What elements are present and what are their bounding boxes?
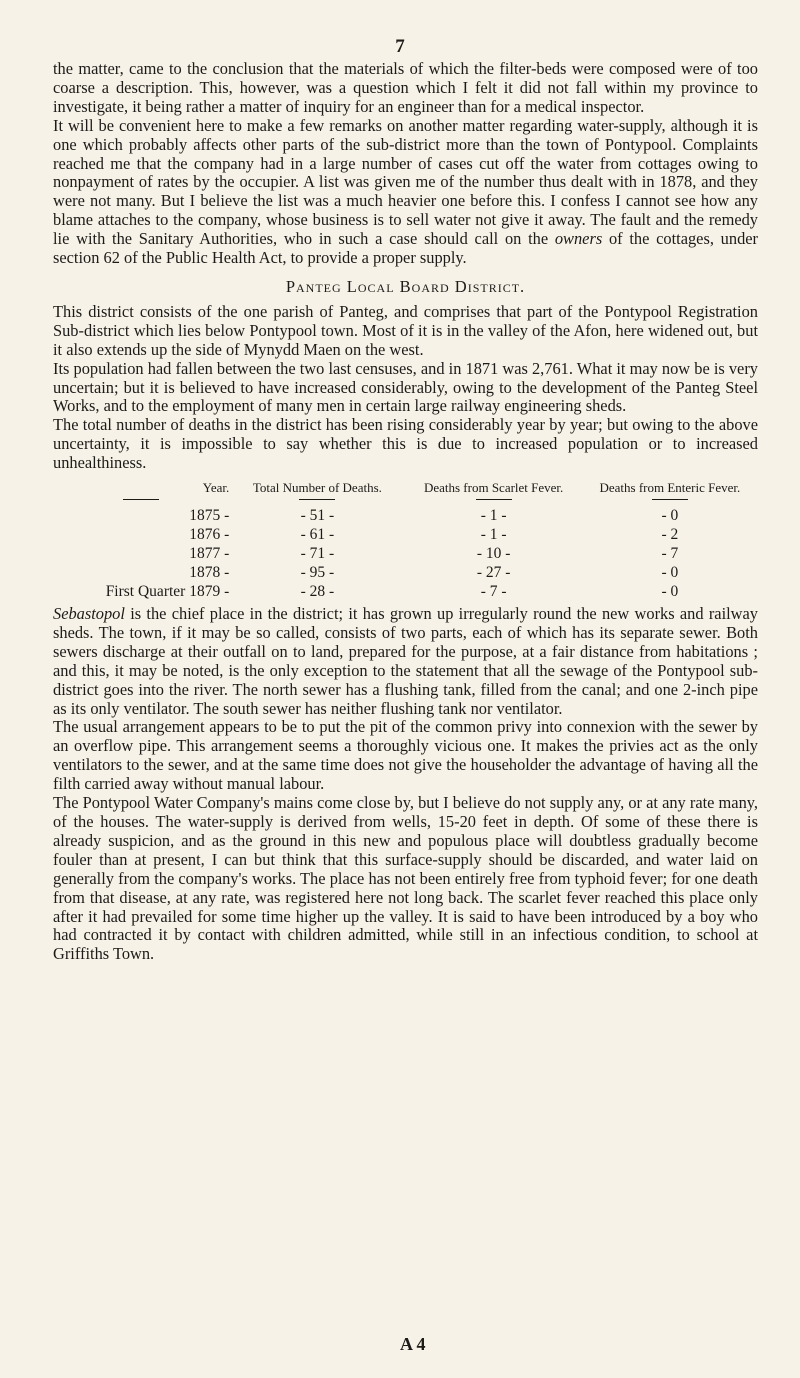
- cell-enteric: - 0: [661, 564, 679, 582]
- cell-year: 1877 -: [189, 545, 230, 563]
- cell-year-value: 1878: [189, 564, 221, 582]
- cell-year: 1875 -: [189, 507, 230, 525]
- cell-enteric-value: 2: [670, 526, 679, 544]
- cell-year-value: 1875: [189, 507, 221, 525]
- cell-scarlet: - 10 -: [476, 545, 511, 563]
- header-rule: [652, 499, 688, 500]
- cell-scarlet: - 27 -: [476, 564, 511, 582]
- header-year-label: Year.: [202, 480, 230, 496]
- cell-scarlet: - 7 -: [480, 583, 507, 601]
- cell-enteric: - 2: [661, 526, 679, 544]
- header-rule: [299, 499, 335, 500]
- cell-total: - 71 -: [300, 545, 335, 563]
- cell-year: First Quarter 1879 -: [105, 583, 230, 601]
- cell-total-value: 95: [309, 564, 326, 582]
- cell-total: - 28 -: [300, 583, 335, 601]
- deaths-table: [53, 481, 758, 601]
- header-year: [53, 481, 229, 506]
- header-enteric-label: Deaths from Enteric Fever.: [599, 480, 741, 496]
- cell-scarlet-value: 1: [489, 526, 498, 544]
- cell-total-value: 51: [309, 507, 326, 525]
- header-total: [229, 481, 405, 506]
- header-rule: [476, 499, 512, 500]
- paragraph-deaths: The total number of deaths in the district has been rising considerably year by year; but owing to the above uncertainty, it is impossible to say whether this is due to increased population or to increased unhealthiness.: [53, 415, 758, 473]
- cell-scarlet-value: 27: [485, 564, 502, 582]
- paragraph-privy: The usual arrangement appears to be to put the pit of the common privy into connexion with the sewer by an overflow pipe. This arrangement seems a thoroughly vicious one. It makes the privies act as the only ventilators to the sewer, and at the same time does not give the householder the advantage of having all the filth carried away without manual labour.: [53, 717, 758, 794]
- paragraph-district: This district consists of the one parish of Panteg, and comprises that part of the Pontypool Registration Sub-district which lies below Pontypool town. Most of it is in the valley of the Afon, here widened out, but it also extends up the side of Mynydd Maen on the west.: [53, 301, 758, 359]
- cell-total-value: 61: [309, 526, 326, 544]
- cell-total-value: 71: [309, 545, 326, 563]
- table-row: [53, 582, 758, 601]
- header-enteric: [582, 481, 758, 506]
- cell-year-value: 1877: [189, 545, 221, 563]
- document-body: [53, 60, 758, 964]
- page-number: 7: [395, 36, 405, 57]
- cell-enteric-value: 0: [670, 564, 679, 582]
- paragraph-population: Its population had fallen between the two last censuses, and in 1871 was 2,761. What it may now be is very uncertain; but it is believed to have increased considerably, owing to the development of the Panteg Steel Works, and to the employment of many men in certain large railway engineering sheds.: [53, 358, 758, 416]
- table-row: [53, 506, 758, 525]
- cell-year-value: First Quarter 1879: [105, 583, 221, 601]
- cell-year: 1876 -: [189, 526, 230, 544]
- cell-total: - 61 -: [300, 526, 335, 544]
- cell-scarlet-value: 10: [485, 545, 502, 563]
- signature-mark: A 4: [400, 1334, 426, 1354]
- cell-year: 1878 -: [189, 564, 230, 582]
- cell-scarlet: - 1 -: [480, 526, 507, 544]
- table-row: [53, 544, 758, 563]
- paragraph-water-supply-tail: of the cottages, under section 62 of the Public Health Act, to provide a proper supply.: [53, 229, 759, 268]
- table-row: [53, 525, 758, 544]
- cell-enteric-value: 7: [670, 545, 679, 563]
- paragraph-water-supply-text: It will be convenient here to make a few remarks on another matter regarding water-supply, although it is one which probably affects other parts of the sub-district more than the town of Pontypool. Complaints reached me that the company had in a large number of cases cut off the water from cottages owing to nonpayment of rates by the occupier. A list was given me of the number thus dealt with in 1878, and they were not many. But I believe the list was a much heavier one before this. I confess I cannot see how any blame attaches to the company, whose business is to sell water not give it away. The fault and the remedy lie with the Sanitary Authorities, who in such a case should call on the: [53, 115, 758, 249]
- cell-enteric-value: 0: [670, 583, 679, 601]
- paragraph-sebastopol-text: is the chief place in the district; it has grown up irregularly round the new works and railway sheds. The town, if it may be so called, consists of two parts, each of which has its separate sewer. Both sewers discharge at their outfall on to land, prepared for the purpose, at a fair distance from habitations ; and this, it may be noted, is the only exception to the statement that all the sewage of the Pontypool sub-district goes into the river. The north sewer has a flushing tank, filled from the canal; and one 2-inch pipe as its only ventilator. The south sewer has neither flushing tank nor ventilator.: [53, 604, 758, 718]
- cell-scarlet-value: 7: [489, 583, 498, 601]
- cell-enteric: - 0: [661, 507, 679, 525]
- cell-scarlet-value: 1: [489, 507, 498, 525]
- paragraph-sebastopol: [53, 605, 758, 718]
- paragraph-water-company: The Pontypool Water Company's mains come close by, but I believe do not supply any, or at any rate many, of the houses. The water-supply is derived from wells, 15-20 feet in depth. Of some of these there is already suspicion, and as the ground in this new and populous place will doubtless gradually become fouler than at present, I can but think that this surface-supply should be discarded, and water laid on generally from the company's works. The place has not been entirely free from typhoid fever; for one death from that disease, at any rate, was registered here not long back. The scarlet fever reached this place only after it had prevailed for some time higher up the valley. It is said to have been introduced by a boy who had contracted it by contact with children admitted, while still in an infectious condition, to school at Griffiths Town.: [53, 793, 758, 964]
- paragraph-water-supply: [53, 117, 758, 268]
- header-total-label: Total Number of Deaths.: [252, 480, 382, 496]
- emphasis-owners: owners: [554, 229, 603, 249]
- cell-total-value: 28: [309, 583, 326, 601]
- section-heading: Panteg Local Board District.: [285, 276, 526, 296]
- cell-enteric: - 0: [661, 583, 679, 601]
- cell-scarlet: - 1 -: [480, 507, 507, 525]
- cell-total: - 95 -: [300, 564, 335, 582]
- cell-year-value: 1876: [189, 526, 221, 544]
- paragraph-filter-beds: the matter, came to the conclusion that the materials of which the filter-beds were composed were of too coarse a description. This, however, was a question which I felt it did not fall within my province to investigate, it being rather a matter of inquiry for an engineer than for a medical inspector.: [53, 59, 758, 116]
- table-row: [53, 563, 758, 582]
- table-header-row: [53, 481, 758, 506]
- header-scarlet: [406, 481, 582, 506]
- cell-enteric-value: 0: [670, 507, 679, 525]
- cell-enteric: - 7: [661, 545, 679, 563]
- header-rule: [123, 499, 159, 500]
- emphasis-sebastopol: Sebastopol: [53, 604, 125, 624]
- cell-total: - 51 -: [300, 507, 335, 525]
- header-scarlet-label: Deaths from Scarlet Fever.: [423, 480, 564, 496]
